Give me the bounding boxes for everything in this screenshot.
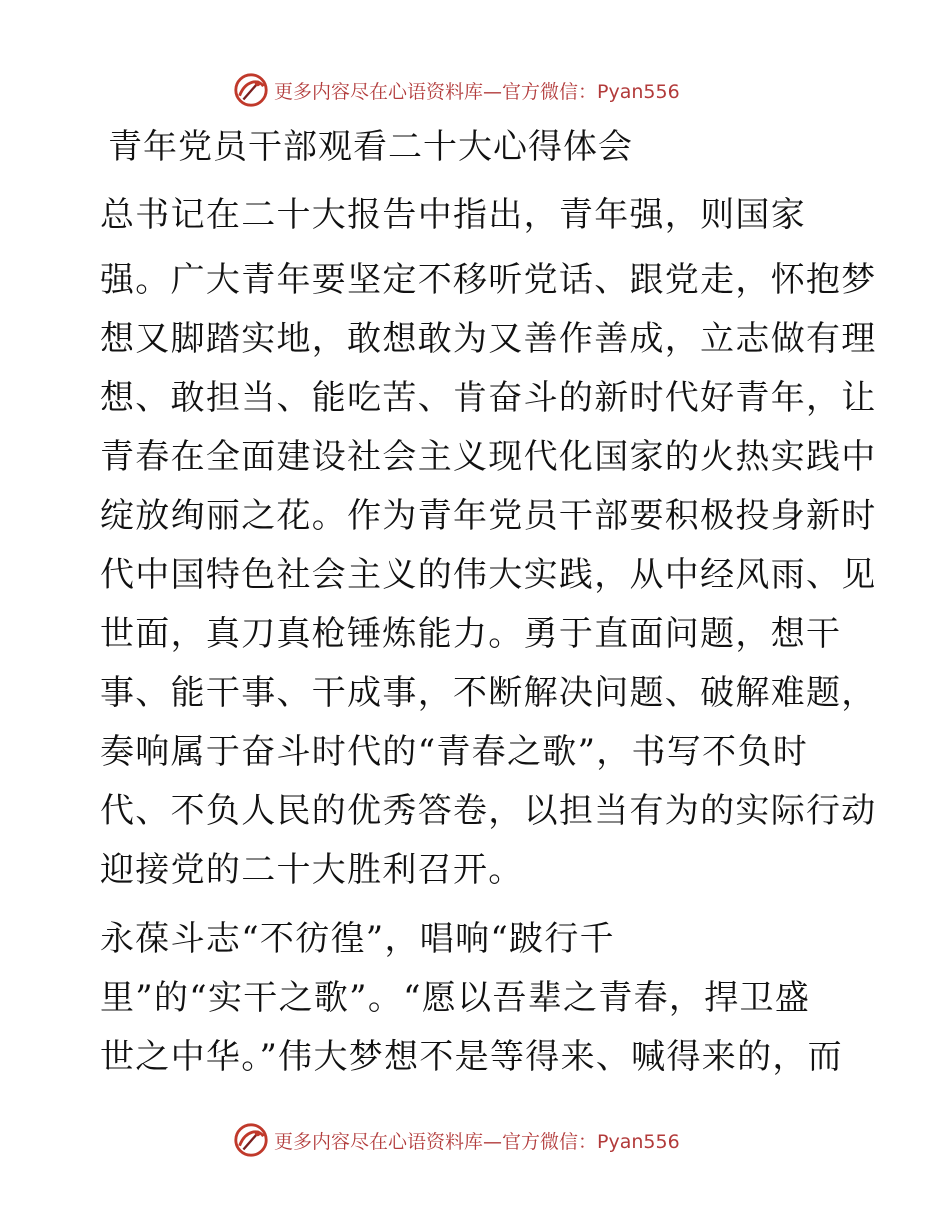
document-title: 青年党员干部观看二十大心得体会: [108, 127, 633, 167]
footer-banner: [232, 1120, 752, 1160]
paragraph-line: 代中国特色社会主义的伟大实践，从中经风雨、见: [100, 555, 877, 595]
paragraph-line: 奏响属于奋斗时代的“青春之歌”，书写不负时: [100, 732, 809, 772]
paragraph-line: 里”的“实干之歌”。“愿以吾辈之青春，捍卫盛: [100, 978, 811, 1018]
paragraph-line: 世之中华。”伟大梦想不是等得来、喊得来的，而: [100, 1037, 843, 1077]
paragraph-line: 事、能干事、干成事，不断解决问题、破解难题，: [100, 673, 877, 713]
paragraph-line: 永葆斗志“不彷徨”，唱响“跛行千: [100, 919, 615, 959]
footer-banner-text: 更多内容尽在心语资料库—官方微信：Pyan556: [274, 1130, 680, 1153]
paragraph-line: 绽放绚丽之花。作为青年党员干部要积极投身新时: [100, 496, 877, 536]
paragraph-line: 想、敢担当、能吃苦、肯奋斗的新时代好青年，让: [100, 378, 877, 418]
header-banner: [232, 70, 752, 110]
paragraph-line: 强。广大青年要坚定不移听党话、跟党走，怀抱梦: [100, 260, 877, 300]
paragraph-line: 世面，真刀真枪锤炼能力。勇于直面问题，想干: [100, 614, 842, 654]
paragraph-line: 迎接党的二十大胜利召开。: [100, 850, 524, 890]
header-banner-text: 更多内容尽在心语资料库—官方微信：Pyan556: [274, 80, 680, 103]
paragraph-line: 青春在全面建设社会主义现代化国家的火热实践中: [100, 437, 877, 477]
red-swirl-logo-icon: [232, 71, 270, 109]
paragraph-line: 代、不负人民的优秀答卷，以担当有为的实际行动: [100, 791, 877, 831]
red-swirl-logo-icon: [232, 1121, 270, 1159]
paragraph-line: 总书记在二十大报告中指出，青年强，则国家: [100, 195, 806, 235]
paragraph-line: 想又脚踏实地，敢想敢为又善作善成，立志做有理: [100, 319, 877, 359]
